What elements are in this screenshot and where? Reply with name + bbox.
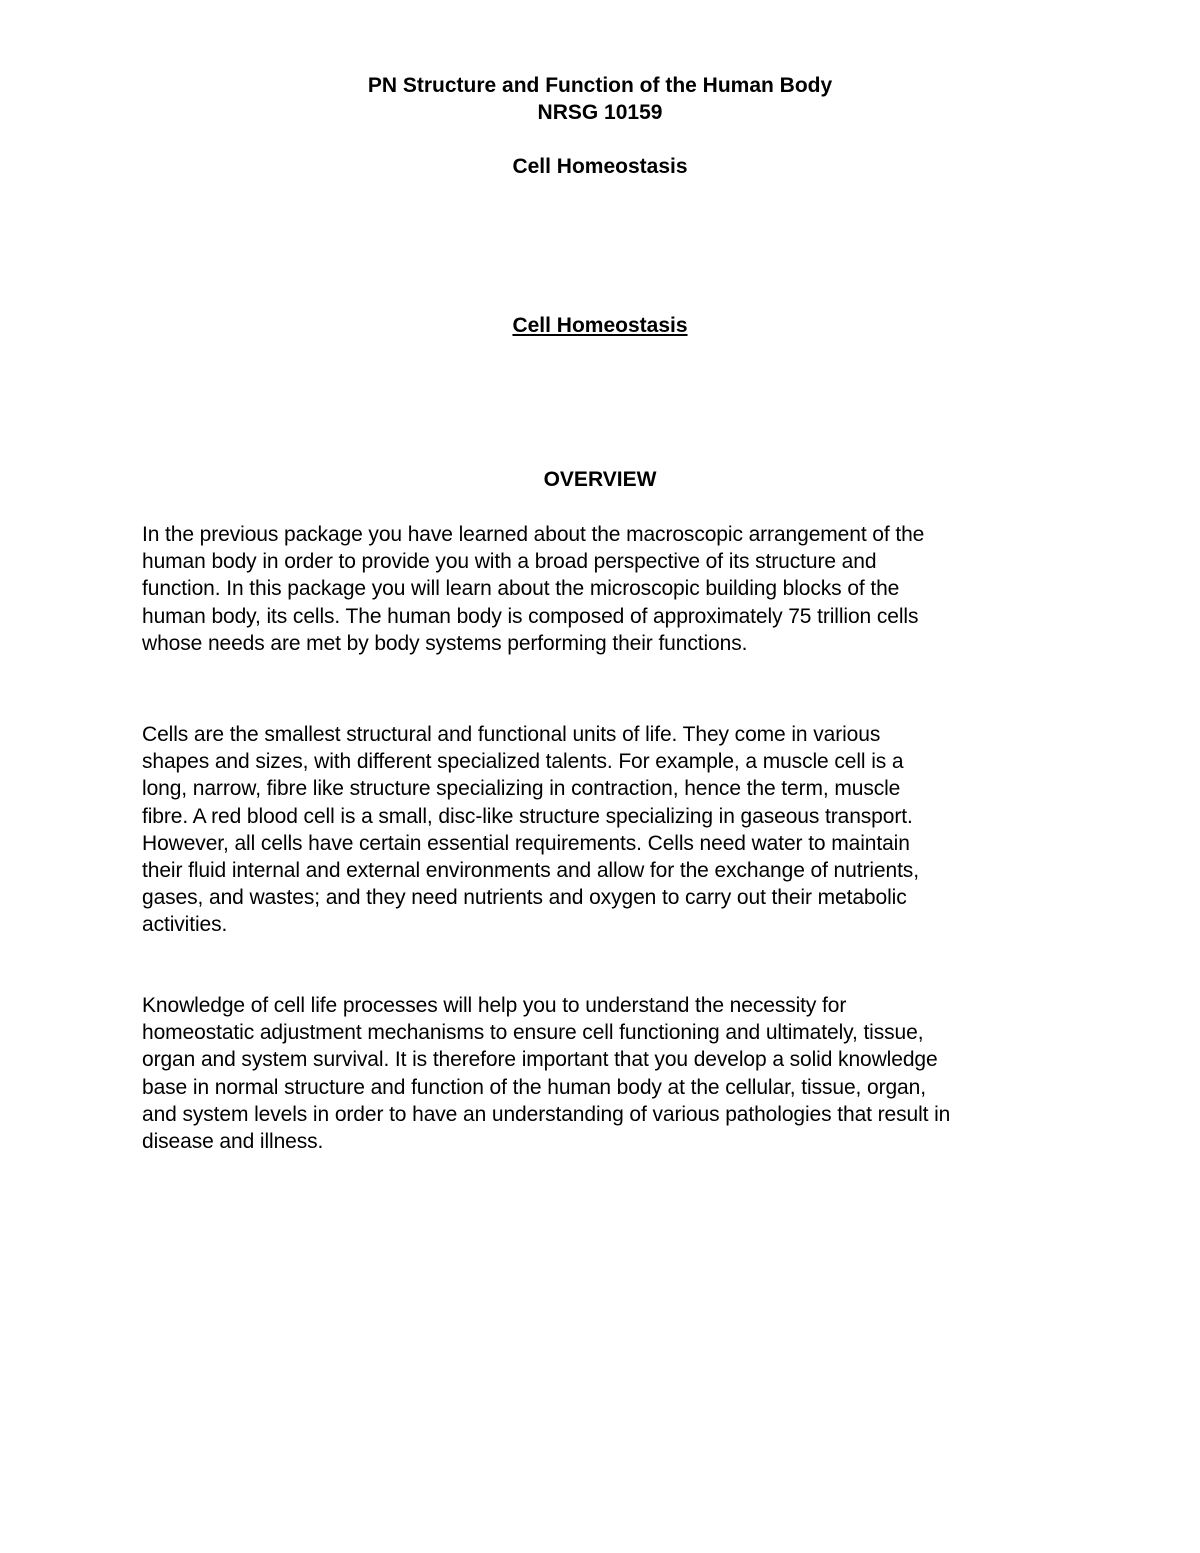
paragraph-line: organ and system survival. It is therefore important that you develop a solid knowledge xyxy=(142,1048,938,1072)
paragraph-line: disease and illness. xyxy=(142,1130,324,1154)
document-subtitle: Cell Homeostasis xyxy=(512,155,688,178)
paragraph-line: homeostatic adjustment mechanisms to ensure cell functioning and ultimately, tissue, xyxy=(142,1021,924,1045)
course-code: NRSG 10159 xyxy=(537,101,663,124)
paragraph-line: their fluid internal and external environments and allow for the exchange of nutrients, xyxy=(142,859,919,883)
paragraph-line: Cells are the smallest structural and functional units of life. They come in various xyxy=(142,723,881,746)
paragraph-line: Knowledge of cell life processes will help you to understand the necessity for xyxy=(142,994,847,1017)
section-heading: Cell Homeostasis xyxy=(512,314,688,337)
paragraph-line: shapes and sizes, with different specialized talents. For example, a muscle cell is a xyxy=(142,750,904,774)
paragraph-knowledge xyxy=(142,992,1072,1155)
paragraph-line: and system levels in order to have an understanding of various pathologies that result in xyxy=(142,1102,951,1126)
paragraph-line: human body in order to provide you with a broad perspective of its structure and xyxy=(142,550,877,574)
paragraph-line: activities. xyxy=(142,913,228,937)
paragraph-line: gases, and wastes; and they need nutrients and oxygen to carry out their metabolic xyxy=(142,886,907,910)
paragraph-line: function. In this package you will learn about the microscopic building blocks of the xyxy=(142,577,900,601)
overview-heading: OVERVIEW xyxy=(543,468,657,491)
paragraph-line: long, narrow, fibre like structure specializing in contraction, hence the term, muscle xyxy=(142,777,901,801)
paragraph-line: However, all cells have certain essential requirements. Cells need water to maintain xyxy=(142,831,910,855)
paragraph-intro xyxy=(142,521,1072,657)
paragraph-line: In the previous package you have learned about the macroscopic arrangement of the xyxy=(142,523,925,546)
paragraph-line: fibre. A red blood cell is a small, disc-like structure specializing in gaseous transport. xyxy=(142,804,913,828)
paragraph-cells xyxy=(142,721,1072,939)
paragraph-line: human body, its cells. The human body is composed of approximately 75 trillion cells xyxy=(142,604,919,628)
paragraph-line: whose needs are met by body systems performing their functions. xyxy=(142,631,748,655)
course-title: PN Structure and Function of the Human Body xyxy=(367,74,833,97)
paragraph-line: base in normal structure and function of the human body at the cellular, tissue, organ, xyxy=(142,1075,926,1099)
